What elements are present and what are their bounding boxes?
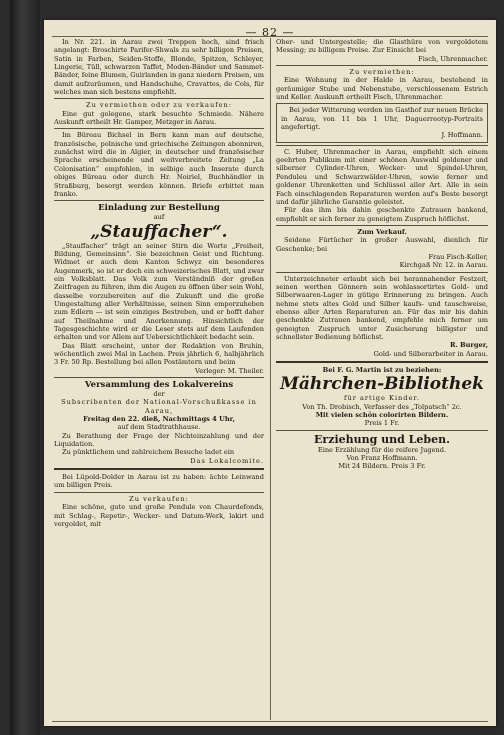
ad-sale-title: Zum Verkauf. [357, 227, 407, 236]
ad-education-subtitle: Eine Erzählung für die reifere Jugend. [317, 445, 447, 454]
ad-huber-thanks: Für das ihm bis dahin geschenkte Zutrauen bankend, empfiehlt er sich ferner zu geneigtem Zuspruch höflichst. [276, 206, 488, 223]
ad-meeting-signature: Das Lokalcomite. [190, 456, 264, 465]
ad-pendule-title: Zu verkaufen: [129, 494, 189, 503]
ad-daguerreotype-text: Bei jeder Witterung werden im Gasthof zur neuen Brücke in Aarau, von 11 bis 1 Uhr, Daguerreotyp-Portraits angefertigt. [281, 106, 483, 132]
ad-apartment-text: Eine Wohnung in der Halde in Aarau, bestehend in geräumiger Stube und Nebenstube, verschlossenem Estrich und Keller. Auskunft ertheilt Fisch, Uhrenmacher. [276, 76, 488, 102]
divider [276, 361, 488, 363]
ad-meeting-subscribers: Subscribenten der National-Vorschußkasse in Aarau, [61, 398, 257, 415]
ad-books-price: Preis 1 Fr. [364, 419, 400, 428]
divider [54, 98, 264, 99]
right-column [276, 38, 488, 471]
ad-meeting-title: Versammlung des Lokalvereins [84, 380, 234, 391]
ad-daguerreotype-signature: J. Hoffmann. [441, 131, 483, 140]
footer-rule [52, 721, 488, 722]
divider [54, 128, 264, 129]
ad-stauffacher-terms: Das Blatt erscheint, unter der Redaktion von Bruhin, wöchentlich zwei Mal in Lachen. Preis jährlich 6, halbjährlich 3 Fr. 50 Rp. Bestellung bei allen Postämtern und beim [54, 341, 264, 367]
divider [54, 468, 264, 470]
ad-huber-watches: C. Huber, Uhrenmacher in Aarau, empfiehlt sich einem geehrten Publikum mit einer schönen Auswahl goldener und silberner Cylinder-Uhren, Wecker- und Spindel-Uhren, Penduleu und Schwarzwälder-Uhren, sowie ferner und goldener Uhrenketten und Schlüssel aller Art. Alle in sein Fach einschlagenden Reparaturen werden auf's Beste besorgt und dafür jährliche Garantie geleistet. [276, 147, 488, 206]
divider [276, 225, 488, 226]
ad-daguerreotype-box [276, 103, 488, 142]
ad-pendule-text: Eine schöne, gute und große Pendule von Chaurdefonds, mit Schlag-, Repetir-, Wecker- und Datum-Werk, lakirt und vergoldet, mit [54, 503, 264, 528]
ad-stauffacher-title: Einladung zur Bestellung [98, 203, 220, 214]
ad-linen: Bei Lüpold-Dolder in Aarau ist zu haben: ächte Leinwand um billigen Preis. [54, 473, 264, 490]
ad-stauffacher-name: „Stauffacher“. [90, 221, 228, 242]
ad-fashion-goods: In Nr. 221. in Aarau zwei Treppen hoch, sind frisch angelangt: Broschirte Parifer-Shwals zu sehr billigen Preisen, Satin in Farben, Seiden-Stoffe, Blonde, Spitzen, Schleyer, Lingerie, Tüll, schwarzen Taffet, Moden-Bänder und Sammet-Bänder, feine Blumen, Guirlanden in ganz niedern Preisen, um damit aufzuräumen, und Handschuhe, Cravattes, de Cols, für welches man sich bestens empfiehlt. [54, 38, 264, 97]
book-binding [10, 0, 40, 735]
newspaper-page [44, 20, 496, 726]
ad-sale-signature-2: Kirchgaß Nr. 12. in Aarau. [399, 261, 488, 270]
ad-sale-signature-1: Frau Fisch-Keller, [428, 252, 488, 261]
ad-bureau-bichsel: Im Büreau Bichsel in Bern kann man auf deutsche, französische, polnische und griechische Zeitungen abonniren, zunächst wird die in Algier, in deutscher und französischer Sprache erscheinende und weitverbreitete Zeitung „La Colonisation“ empfohlen, in selbige auch Inserate durch obiges Büreau oder durch Hr. Noiriel, Buchhändler in Straßburg, besorgt werden können. Briefe erbittet man franko. [54, 131, 264, 198]
ad-burger-goldsmith: Unterzeichneter erlaubt sich bei herannahender Festzeit, seinen werthen Gönnern sein wohlassortirtes Gold- und Silberwaaren-Lager in gütige Erinnerung zu bringen. Auch nehme stets altes Gold und Silber kaufs- und tauschweise, ebenso aller Arten Reparaturen an. Für das mir bis dahin geschenkte Zutrauen bankend, empfehle mich ferner um geneigten Zuspruch unter Zusicherung billigster und schnellster Bedienung höflichst. [276, 274, 488, 341]
divider [54, 492, 264, 493]
ad-meeting-place: auf dem Stadtrathhause. [117, 423, 201, 432]
ad-smithy-title: Zu vermiethen oder zu verkaufen: [85, 101, 233, 110]
ad-books-illustrations: Mit vielen schön colorirten Bildern. [315, 411, 449, 420]
ad-burger-signature-2: Gold- und Silberarbeiter in Aarau. [373, 349, 488, 358]
ad-stauffacher-signature: Verleger: M. Theiler. [195, 366, 264, 375]
divider [276, 430, 488, 431]
ad-books-intro: Bei F. G. Martin ist zu beziehen: [322, 366, 442, 375]
ad-education-price: Mit 24 Bildern. Preis 3 Fr. [338, 462, 426, 471]
page-number: — 82 — [245, 26, 295, 39]
ad-education-author: Von Franz Hoffmann. [346, 454, 418, 463]
ad-meeting-der: der [153, 390, 165, 399]
ad-meeting-date: Freitag den 22. dieß, Nachmittags 4 Uhr, [83, 415, 235, 424]
ad-stauffacher-auf: auf [153, 213, 165, 222]
divider [276, 145, 488, 146]
ad-pendule-continued: Ober- und Untergestelle; die Glasthüre von vergoldetem Messing; zu billigem Preise. Zur Einsicht bei [276, 38, 488, 55]
ad-meeting-agenda: Zu Berathung der Frage der Nichteinzahlung und der Liquidation. [54, 431, 264, 449]
divider [54, 200, 264, 201]
ad-books-subtitle: für artige Kinder. [344, 394, 420, 403]
ad-meeting-invite: Zu pünktlichem und zahlreichem Besuche ladet ein [62, 448, 235, 457]
divider [54, 377, 264, 378]
ad-books-author: Von Th. Drobisch, Verfasser des „Tolpatsch“ 2c. [302, 402, 462, 411]
left-column [54, 38, 264, 528]
header-rule [52, 36, 488, 37]
ad-education-title: Erziehung und Leben. [314, 432, 450, 446]
column-rule [270, 38, 271, 720]
divider [276, 272, 488, 273]
ad-burger-signature-1: R. Burger, [449, 341, 488, 350]
ad-books-title: Mährchen-Bibliothek [280, 374, 484, 395]
ad-apartment-title: Zu vermiethen: [349, 68, 415, 77]
ad-pendule-signature: Fisch, Uhrenmacher. [418, 54, 488, 63]
ad-smithy-text: Eine gut gelegene, stark besuchte Schmiede. Nähere Auskunft ertheilt Hr. Gamper, Metzger in Aarau. [54, 109, 264, 127]
divider [276, 65, 488, 66]
ad-sale-text: Seidene Fürtücher in großer Auswahl, dienlich für Geschenke; bei [276, 236, 488, 253]
ad-stauffacher-body: „Stauffacher“ trägt an seiner Stirn die Worte „Freiheit, Bildung, Gemeinsinn“. Sie bezeichnen Geist und Richtung. Widmet er auch dem Kanton Schwyz ein besonderes Augenmerk, so ist er doch ein schweizerisches Blatt, und zwar ein Volksblatt. Das Volk zum Verständniß der großen Zeitfragen zu führen, ihm die Augen zu öffnen über sein Wohl, dasselbe vorzubereiten auf die Zukunft und die große Umgestaltung aller Verhältnisse, seinen Sinn emporzuheben zum Edlern — ist sein einziges Bestreben, und er hofft daher auf Theilnahme und Anerkennung. Hinsichtlich der Tagesgeschichte wird er die Leser stets auf dem Laufenden erhalten und vor Allem auf Uebersichtlichkeit bedacht sein. [54, 241, 264, 342]
